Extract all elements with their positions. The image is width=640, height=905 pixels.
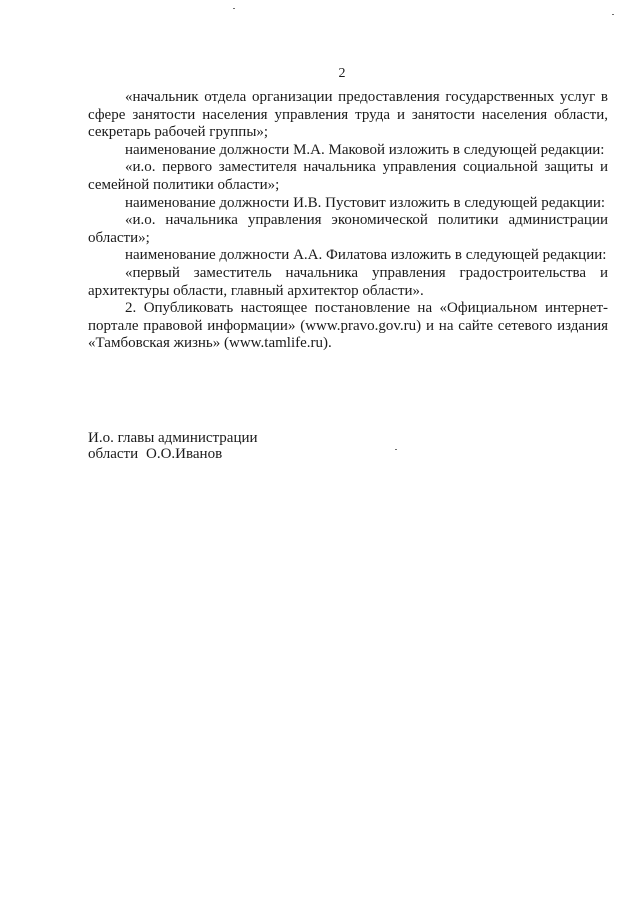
paragraph-pustovit-new-title: «и.о. начальника управления экономической политики администрации области»; — [88, 212, 608, 246]
paragraph-publication-clause: 2. Опубликовать настоящее постановление на «Официальном интернет-портале правовой информации» (www.pravo.gov.ru) и на сайте сетевого издания «Тамбовская жизнь» (www.tamlife.ru). — [88, 300, 608, 352]
signatory-line — [88, 446, 258, 462]
document-body — [88, 89, 608, 353]
paragraph-pustovit-instruction: наименование должности И.В. Пустовит изложить в следующей редакции: — [125, 194, 606, 211]
paragraph-secretary-title: «начальник отдела организации предоставления государственных услуг в сфере занятости населения управления труда и занятости населения области, секретарь рабочей группы»; — [88, 89, 608, 141]
scan-speck — [233, 8, 235, 9]
paragraph-makova-new-title: «и.о. первого заместителя начальника управления социальной защиты и семейной политики области»; — [88, 159, 608, 193]
paragraph-filatov-instruction: наименование должности А.А. Филатова изложить в следующей редакции: — [125, 247, 607, 264]
scan-speck — [395, 449, 397, 450]
signature-block — [88, 430, 258, 462]
paragraph-makova-instruction: наименование должности М.А. Маковой изложить в следующей редакции: — [125, 141, 605, 158]
signatory-name: О.О.Иванов — [146, 446, 223, 462]
scan-speck — [612, 14, 614, 15]
signatory-region: области — [88, 446, 139, 462]
paragraph-filatov-new-title: «первый заместитель начальника управления градостроительства и архитектуры области, главный архитектор области». — [88, 264, 608, 299]
page-number: 2 — [338, 66, 346, 81]
signatory-position: И.о. главы администрации — [88, 430, 258, 446]
